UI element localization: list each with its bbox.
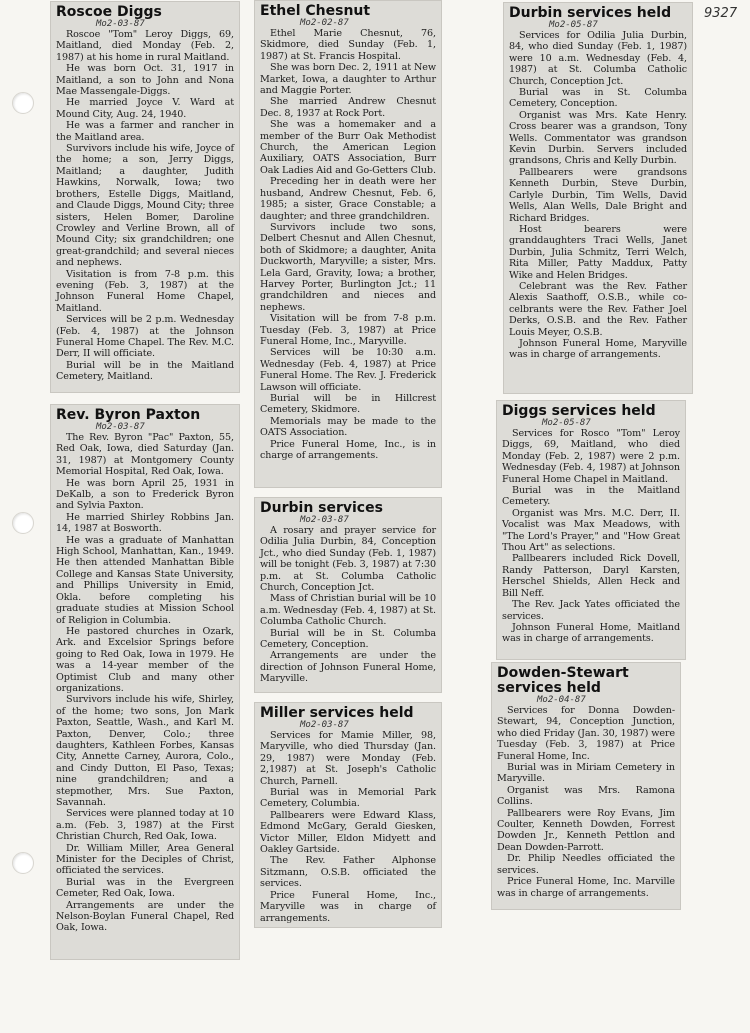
clipping-title: Diggs services held — [502, 403, 656, 419]
clipping-title: Roscoe Diggs — [56, 4, 162, 20]
paragraph: Services will be 2 p.m. Wednesday (Feb. 4, 1987) at the Johnson Funeral Home Chapel. The Rev. M.C. Derr, II will officiate. — [56, 314, 234, 360]
paragraph: Burial will be in St. Columba Cemetery, Conception. — [260, 627, 436, 651]
paragraph: Services for Donna Dowden-Stewart, 94, Conception Junction, who died Friday (Jan. 30, 1987) were Tuesday (Feb. 3, 1987) at Price Funeral Home, Inc. — [497, 705, 675, 762]
handwritten-date: Mo2-02-87 — [300, 18, 349, 28]
clipping-title: Durbin services held — [509, 5, 672, 21]
paragraph: He married Shirley Robbins Jan. 14, 1987 at Bosworth. — [56, 511, 234, 535]
paragraph: Survivors include his wife, Joyce of the home; a son, Jerry Diggs, Maitland; a daughter, Judith Hawkins, Norwalk, Iowa; two brothers, Estelle Diggs, Maitland, and Claude Diggs, Mound City; three sisters, Helen Bomer, Daroline Crowley and Verline Brown, all of Mound City; six grandchildren; one great-grandchild; and several nieces and nephews. — [56, 143, 234, 269]
clipping-durbin-services — [254, 497, 442, 693]
paragraph: Memorials may be made to the OATS Association. — [260, 415, 436, 439]
clipping-title: Miller services held — [260, 705, 414, 721]
page-number: 9327 — [704, 6, 738, 21]
clipping-byron-paxton — [50, 404, 240, 960]
handwritten-date: Mo2-03-87 — [300, 515, 349, 525]
paragraph: She married Andrew Chesnut Dec. 8, 1937 at Rock Port. — [260, 96, 436, 119]
clipping-dowden-stewart — [491, 662, 681, 910]
paragraph: Price Funeral Home, Inc., Maryville was in charge of arrangements. — [260, 889, 436, 924]
paragraph: Visitation will be from 7-8 p.m. Tuesday (Feb. 3, 1987) at Price Funeral Home, Inc., Maryville. — [260, 313, 436, 347]
paragraph: Arrangements are under the Nelson-Boylan Funeral Chapel, Red Oak, Iowa. — [56, 899, 234, 934]
paragraph: Celebrant was the Rev. Father Alexis Saathoff, O.S.B., while co-celbrants were the Rev. Father Joel Derks, O.S.B. and the Rev. Father Louis Meyer, O.S.B. — [509, 280, 687, 338]
paragraph: Host bearers were granddaughters Traci Wells, Janet Durbin, Julia Schmitz, Terri Welch, Rita Miller, Patty Maddux, Patty Wike and Helen Bridges. — [509, 223, 687, 281]
paragraph: Organist was Mrs. Kate Henry. Cross bearer was a grandson, Tony Wells. Commentator was grandson Kevin Durbin. Servers included grandsons, Chris and Kelly Durbin. — [509, 109, 687, 167]
paragraph: Mass of Christian burial will be 10 a.m. Wednesday (Feb. 4, 1987) at St. Columba Catholic Church. — [260, 593, 436, 628]
clipping-ethel-chesnut — [254, 0, 442, 488]
paragraph: Preceding her in death were her husband, Andrew Chesnut, Feb. 6, 1985; a sister, Grace Constable; a daughter; and three grandchildren. — [260, 176, 436, 222]
paragraph: Pallbearers were Edward Klass, Edmond McGary, Gerald Giesken, Victor Miller, Eldon Midyett and Oakley Gartside. — [260, 809, 436, 856]
paragraph: Pallbearers included Rick Dovell, Randy Patterson, Daryl Karsten, Herschel Shields, Allen Heck and Bill Neff. — [502, 553, 680, 599]
paragraph: Services for Odilia Julia Durbin, 84, who died Sunday (Feb. 1, 1987) were 10 a.m. Wednesday (Feb. 4, 1987) at St. Columba Catholic Church, Conception Jct. — [509, 30, 687, 87]
paragraph: Pallbearers were grandsons Kenneth Durbin, Steve Durbin, Carlyle Durbin, Tim Wells, David Wells, Alan Wells, Dale Bright and Richard Bridges. — [509, 166, 687, 224]
paragraph: Services for Mamie Miller, 98, Maryville, who died Thursday (Jan. 29, 1987) were Monday (Feb. 2,1987) at St. Joseph's Catholic Church, Parnell. — [260, 730, 436, 787]
paragraph: She was born Dec. 2, 1911 at New Market, Iowa, a daughter to Arthur and Maggie Porter. — [260, 62, 436, 97]
paragraph: Burial was in the Maitland Cemetery. — [502, 485, 680, 508]
handwritten-date: Mo2-03-87 — [96, 422, 145, 432]
paragraph: Dr. William Miller, Area General Minister for the Deciples of Christ, officiated the services. — [56, 842, 234, 877]
paragraph: He was a farmer and rancher in the Maitland area. — [56, 120, 234, 143]
handwritten-date: Mo2-04-87 — [537, 695, 586, 705]
binder-hole — [12, 852, 34, 874]
paragraph: He pastored churches in Ozark, Ark. and Excelsior Springs before going to Red Oak, Iowa in 1979. He was a 14-year member of the Optimist Club and many other organizations. — [56, 625, 234, 694]
handwritten-date: Mo2-03-87 — [300, 720, 349, 730]
paragraph: Burial was in St. Columba Cemetery, Conception. — [509, 87, 687, 110]
paragraph: Organist was Mrs. M.C. Derr, II. Vocalist was Max Meadows, with "The Lord's Prayer," and "How Great Thou Art" as selections. — [502, 507, 680, 554]
handwritten-date: Mo2-05-87 — [542, 418, 591, 428]
paragraph: He was born Oct. 31, 1917 in Maitland, a son to John and Nona Mae Massengale-Diggs. — [56, 63, 234, 98]
clipping-title: Durbin services — [260, 500, 383, 516]
paragraph: Services for Rosco "Tom" Leroy Diggs, 69, Maitland, who died Monday (Feb. 2, 1987) were 2 p.m. Wednesday (Feb. 4, 1987) at Johnson Funeral Home Chapel in Maitland. — [502, 428, 680, 485]
paragraph: Price Funeral Home, Inc., is in charge of arrangements. — [260, 438, 436, 462]
paragraph: Burial was in Memorial Park Cemetery, Columbia. — [260, 787, 436, 810]
clipping-miller-services — [254, 702, 442, 928]
paragraph: Price Funeral Home, Inc. Marville was in charge of arrangements. — [497, 876, 675, 899]
paragraph: He was a graduate of Manhattan High School, Manhattan, Kan., 1949. He then attended Manhattan Bible College and Kansas State University, and Phillips University in Emid, Okla. before completing his graduate studies at Mission School of Religion in Columbia. — [56, 534, 234, 626]
paragraph: Ethel Marie Chesnut, 76, Skidmore, died Sunday (Feb. 1, 1987) at St. Francis Hospital. — [260, 28, 436, 62]
paragraph: Arrangements are under the direction of Johnson Funeral Home, Maryville. — [260, 650, 436, 685]
binder-hole — [12, 512, 34, 534]
paragraph: Services will be 10:30 a.m. Wednesday (Feb. 4, 1987) at Price Funeral Home. The Rev. J. Frederick Lawson will officiate. — [260, 347, 436, 393]
paragraph: Services were planned today at 10 a.m. (Feb. 3, 1987) at the First Christian Church, Red Oak, Iowa. — [56, 808, 234, 843]
binder-hole — [12, 92, 34, 114]
paragraph: Burial will be in the Maitland Cemetery, Maitland. — [56, 359, 234, 383]
paragraph: Visitation is from 7-8 p.m. this evening (Feb. 3, 1987) at the Johnson Funeral Home Chapel, Maitland. — [56, 268, 234, 314]
paragraph: Roscoe "Tom" Leroy Diggs, 69, Maitland, died Monday (Feb. 2, 1987) at his home in rural Maitland. — [56, 29, 234, 63]
clipping-title: Rev. Byron Paxton — [56, 407, 201, 423]
paragraph: Burial will be in Hillcrest Cemetery, Skidmore. — [260, 393, 436, 416]
paragraph: Survivors include two sons, Delbert Chesnut and Allen Chesnut, both of Skidmore; a daughter, Anita Duckworth, Maryville; a sister, Mrs. Lela Gard, Gravity, Iowa; a brother, Harvey Porter, Burlington Jct.; 11 grandchildren and nieces and nephews. — [260, 221, 436, 313]
paragraph: Pallbearers were Roy Evans, Jim Coulter, Kenneth Dowden, Forrest Dowden Jr., Kenneth Pettlon and Dean Dowden-Parrott. — [497, 807, 675, 853]
paragraph: The Rev. Jack Yates officiated the services. — [502, 599, 680, 622]
handwritten-date: Mo2-03-87 — [96, 19, 145, 29]
paragraph: Johnson Funeral Home, Maryville was in charge of arrangements. — [509, 337, 687, 361]
paragraph: Survivors include his wife, Shirley, of the home; two sons, Jon Mark Paxton, Seattle, Wash., and Karl M. Paxton, Denver, Colo.; three daughters, Kathleen Forbes, Kansas City, Annette Carney, Aurora, Colo., and Cindy Dutton, El Paso, Texas; nine grandchildren; and a stepmother, Mrs. Sue Paxton, Savannah. — [56, 694, 234, 808]
paragraph: The Rev. Father Alphonse Sitzmann, O.S.B. officiated the services. — [260, 855, 436, 890]
clipping-title: Dowden-Stewart services held — [497, 665, 629, 696]
handwritten-date: Mo2-05-87 — [549, 20, 598, 30]
paragraph: Dr. Philip Needles officiated the services. — [497, 853, 675, 876]
paragraph: He married Joyce V. Ward at Mound City, Aug. 24, 1940. — [56, 97, 234, 120]
paragraph: The Rev. Byron "Pac" Paxton, 55, Red Oak, Iowa, died Saturday (Jan. 31, 1987) at Montgomery County Memorial Hospital, Red Oak, Iowa. — [56, 432, 234, 478]
paragraph: Johnson Funeral Home, Maitland was in charge of arrangements. — [502, 621, 680, 645]
paragraph: He was born April 25, 1931 in DeKalb, a son to Frederick Byron and Sylvia Paxton. — [56, 477, 234, 512]
clipping-roscoe-diggs — [50, 1, 240, 393]
paragraph: Burial was in the Evergreen Cemeter, Red Oak, Iowa. — [56, 876, 234, 900]
paragraph: Burial was in Miriam Cemetery in Maryville. — [497, 762, 675, 785]
clipping-durbin-services-held — [503, 2, 693, 394]
paragraph: A rosary and prayer service for Odilia Julia Durbin, 84, Conception Jct., who died Sunday (Feb. 1, 1987) will be tonight (Feb. 3, 1987) at 7:30 p.m. at St. Columba Catholic Church, Conception Jct. — [260, 525, 436, 594]
clipping-title: Ethel Chesnut — [260, 3, 371, 19]
paragraph: Organist was Mrs. Ramona Collins. — [497, 784, 675, 808]
paragraph: She was a homemaker and a member of the Burr Oak Methodist Church, the American Legion Auxiliary, OATS Association, Burr Oak Ladies Aid and Go-Getters Club. — [260, 119, 436, 176]
clipping-diggs-services-held — [496, 400, 686, 660]
